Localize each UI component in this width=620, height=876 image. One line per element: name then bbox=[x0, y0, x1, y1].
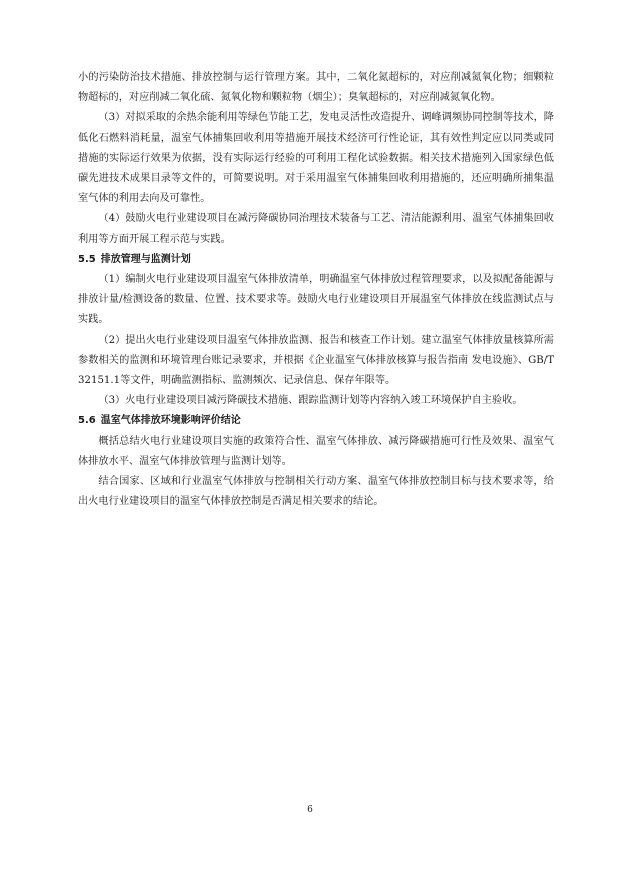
page-number: 6 bbox=[307, 805, 313, 815]
paragraph-item-4: （4）鼓励火电行业建设项目在减污降碳协同治理技术装备与工艺、清洁能源利用、温室气体捕集回收利用等方面开展工程示范与实践。 bbox=[78, 213, 554, 245]
paragraph-5-6-1: 概括总结火电行业建设项目实施的政策符合性、温室气体排放、减污降碳措施可行性及效果、温室气体排放水平、温室气体排放管理与监测计划等。 bbox=[78, 435, 554, 467]
paragraph-continued: 小的污染防治技术措施、排放控制与运行管理方案。其中，二氧化氮超标的，对应削减氮氧化物；细颗粒物超标的，对应削减二氧化硫、氮氧化物和颗粒物（烟尘）；臭氧超标的，对应削减氮氧化物。 bbox=[78, 72, 554, 104]
paragraph-item-3: （3）对拟采取的余热余能利用等绿色节能工艺，发电灵活性改造提升、调峰调频协同控制等技术，降低化石燃料消耗量，温室气体捕集回收利用等措施开展技术经济可行性论证，其有效性判定应以同类或同措施的实际运行效果为依据，没有实际运行经验的可利用工程化试验数据。相关技术措施列入国家绿色低碳先进技术成果目录等文件的，可简要说明。对于采用温室气体捕集回收利用措施的，还应明确所捕集温室气体的利用去向及可靠性。 bbox=[78, 112, 554, 205]
section-number: 5.6 bbox=[78, 415, 96, 427]
paragraph-5-5-item-1: （1）编制火电行业建设项目温室气体排放清单，明确温室气体排放过程管理要求，以及拟配备能源与排放计量/检测设备的数量、位置、技术要求等。鼓励火电行业建设项目开展温室气体排放在线监测试点与实践。 bbox=[78, 274, 554, 326]
paragraph-5-6-2: 结合国家、区域和行业温室气体排放与控制相关行动方案、温室气体排放控制目标与技术要求等，给出火电行业建设项目的温室气体排放控制是否满足相关要求的结论。 bbox=[78, 476, 554, 508]
section-title: 温室气体排放环境影响评价结论 bbox=[100, 415, 241, 427]
paragraph-5-5-item-2: （2）提出火电行业建设项目温室气体排放监测、报告和核查工作计划。建立温室气体排放量核算所需参数相关的监测和环境管理台账记录要求，并根据《企业温室气体排放核算与报告指南 发电设施》、GB/T 32151.1等文件，明确监测指标、监测频次、记录信息、保存年限等。 bbox=[78, 334, 554, 387]
section-number: 5.5 bbox=[78, 253, 96, 265]
paragraph-5-5-item-3: （3）火电行业建设项目减污降碳技术措施、跟踪监测计划等内容纳入竣工环境保护自主验收。 bbox=[98, 395, 523, 407]
section-title: 排放管理与监测计划 bbox=[100, 253, 191, 265]
document-body bbox=[78, 68, 554, 512]
section-heading-5-6 bbox=[78, 411, 554, 431]
section-heading-5-5 bbox=[78, 250, 554, 270]
